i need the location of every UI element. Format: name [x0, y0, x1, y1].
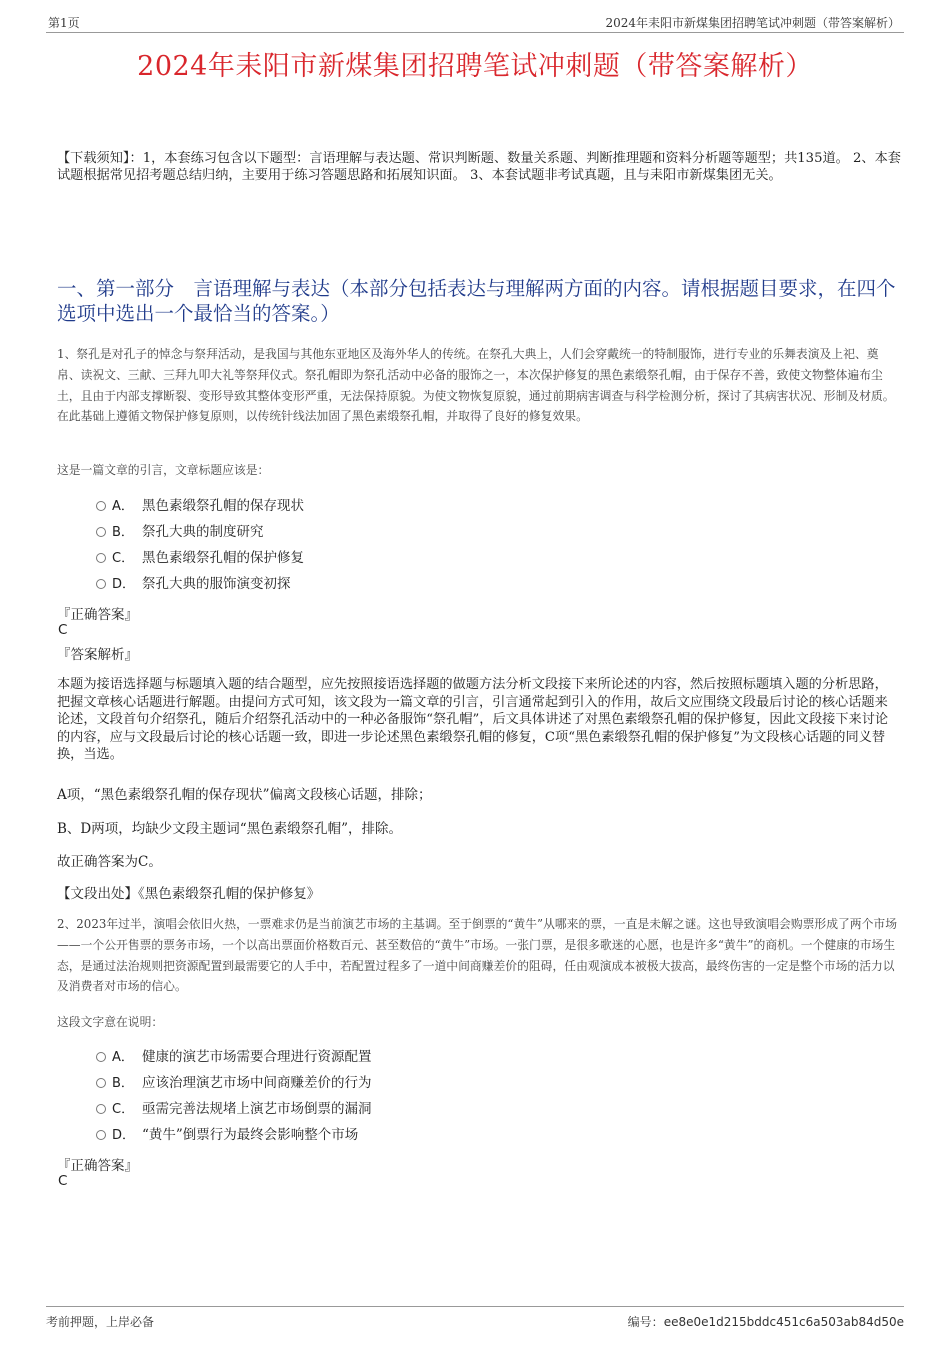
- question-1-prompt: 这是一篇文章的引言，文章标题应该是：: [57, 463, 270, 477]
- question-2-answer: C: [58, 1173, 68, 1189]
- download-notice: 【下载须知】：1，本套练习包含以下题型：言语理解与表达题、常识判断题、数量关系题、判断推理题和资料分析题等题型；共135道。 2、本套试题根据常见招考题总结归纳，主要用于练习答题思路和拓展知识面。 3、本套试题非考试真题，且与耒阳市新煤集团无关。: [57, 151, 901, 183]
- radio-icon[interactable]: [96, 501, 106, 511]
- radio-icon[interactable]: [96, 1078, 106, 1088]
- page-title: 2024年耒阳市新煤集团招聘笔试冲刺题（带答案解析）: [137, 51, 813, 82]
- question-2-option-a[interactable]: A． 健康的演艺市场需要合理进行资源配置: [96, 1047, 372, 1067]
- question-2-text: 2、2023年过半，演唱会依旧火热，一票难求仍是当前演艺市场的主基调。至于倒票的“黄牛”从哪来的票，一直是未解之谜。这也导致演唱会购票形成了两个市场——一个公开售票的票务市场，一个以高出票面价格数百元、甚至数倍的“黄牛”市场。一张门票，是很多歌迷的心愿，也是许多“黄牛”的商机。一个健康的市场生态，是通过法治规则把资源配置到最需要它的人手中，若配置过程多了一道中间商赚差价的阻碍，任由观演成本被极大拔高，最终伤害的一定是整个市场的活力以及消费者对市场的信心。: [57, 917, 897, 994]
- footer-code: [628, 1313, 904, 1330]
- header-page-number: 第1页: [48, 16, 80, 30]
- question-1-answer-label: 『正确答案』: [57, 607, 138, 623]
- question-1-option-d[interactable]: D． 祭孔大典的服饰演变初探: [96, 574, 291, 594]
- question-1-source: 【文段出处】《黑色素缎祭孔帽的保护修复》: [57, 886, 321, 902]
- question-1-conclusion: 故正确答案为C。: [57, 854, 162, 870]
- question-1-answer: C: [58, 622, 68, 638]
- header-doc-title: 2024年耒阳市新煤集团招聘笔试冲刺题（带答案解析）: [605, 16, 900, 30]
- footer-slogan: 考前押题，上岸必备: [46, 1315, 155, 1329]
- radio-icon[interactable]: [96, 579, 106, 589]
- question-2-option-b[interactable]: B． 应该治理演艺市场中间商赚差价的行为: [96, 1073, 372, 1093]
- radio-icon[interactable]: [96, 553, 106, 563]
- question-1-option-c[interactable]: C． 黑色素缎祭孔帽的保护修复: [96, 548, 304, 568]
- radio-icon[interactable]: [96, 1104, 106, 1114]
- question-1-analysis-label: 『答案解析』: [57, 647, 138, 663]
- question-1-text: 1、祭孔是对孔子的悼念与祭拜活动，是我国与其他东亚地区及海外华人的传统。在祭孔大典上，人们会穿戴统一的特制服饰，进行专业的乐舞表演及上祀、奠帛、读祝文、三献、三拜九叩大礼等祭拜仪式。祭孔帽即为祭孔活动中必备的服饰之一，本次保护修复的黑色素缎祭孔帽，由于保存不善，致使文物整体遍布尘土，且由于内部支撑断裂、变形导致其整体变形严重，无法保持原貌。为使文物恢复原貌，通过前期病害调查与科学检测分析，探讨了其病害状况、形制及材质。在此基础上遵循文物保护修复原则，以传统针线法加固了黑色素缎祭孔帽，并取得了良好的修复效果。: [57, 347, 895, 424]
- question-2-option-c[interactable]: C． 亟需完善法规堵上演艺市场倒票的漏洞: [96, 1099, 372, 1119]
- radio-icon[interactable]: [96, 1052, 106, 1062]
- question-2-option-d[interactable]: D． “黄牛”倒票行为最终会影响整个市场: [96, 1125, 358, 1145]
- radio-icon[interactable]: [96, 1130, 106, 1140]
- question-1-note-a: A项，“黑色素缎祭孔帽的保存现状”偏离文段核心话题，排除；: [57, 787, 432, 803]
- radio-icon[interactable]: [96, 527, 106, 537]
- question-2-prompt: 这段文字意在说明：: [57, 1015, 164, 1029]
- question-1-analysis: 本题为接语选择题与标题填入题的结合题型，应先按照接语选择题的做题方法分析文段接下来所论述的内容，然后按照标题填入题的分析思路，把握文章核心话题进行解题。由提问方式可知，该文段为一篇文章的引言，引言通常起到引入的作用，故后文应围绕文段最后讨论的核心话题来论述，文段首句介绍祭孔，随后介绍祭孔活动中的一种必备服饰“祭孔帽”，后文具体讲述了对黑色素缎祭孔帽的保护修复，因此文段接下来讨论的内容，应与文段最后讨论的核心话题一致，即进一步论述黑色素缎祭孔帽的修复，C项“黑色素缎祭孔帽的保护修复”为文段核心话题的同义替换，当选。: [57, 677, 889, 762]
- footer-code-value: ee8e0e1d215bddc451c6a503ab84d50e: [663, 1315, 904, 1329]
- question-2-answer-label: 『正确答案』: [57, 1158, 138, 1174]
- footer-divider: [46, 1306, 904, 1307]
- question-1-note-bd: B、D两项，均缺少文段主题词“黑色素缎祭孔帽”，排除。: [57, 821, 403, 837]
- question-1-option-a[interactable]: A． 黑色素缎祭孔帽的保存现状: [96, 496, 304, 516]
- footer-code-label: 编号：: [627, 1315, 664, 1329]
- question-1-option-b[interactable]: B． 祭孔大典的制度研究: [96, 522, 264, 542]
- section-heading: 一、第一部分 言语理解与表达（本部分包括表达与理解两方面的内容。请根据题目要求，在四个选项中选出一个最恰当的答案。）: [57, 277, 896, 325]
- header-divider: [46, 32, 904, 33]
